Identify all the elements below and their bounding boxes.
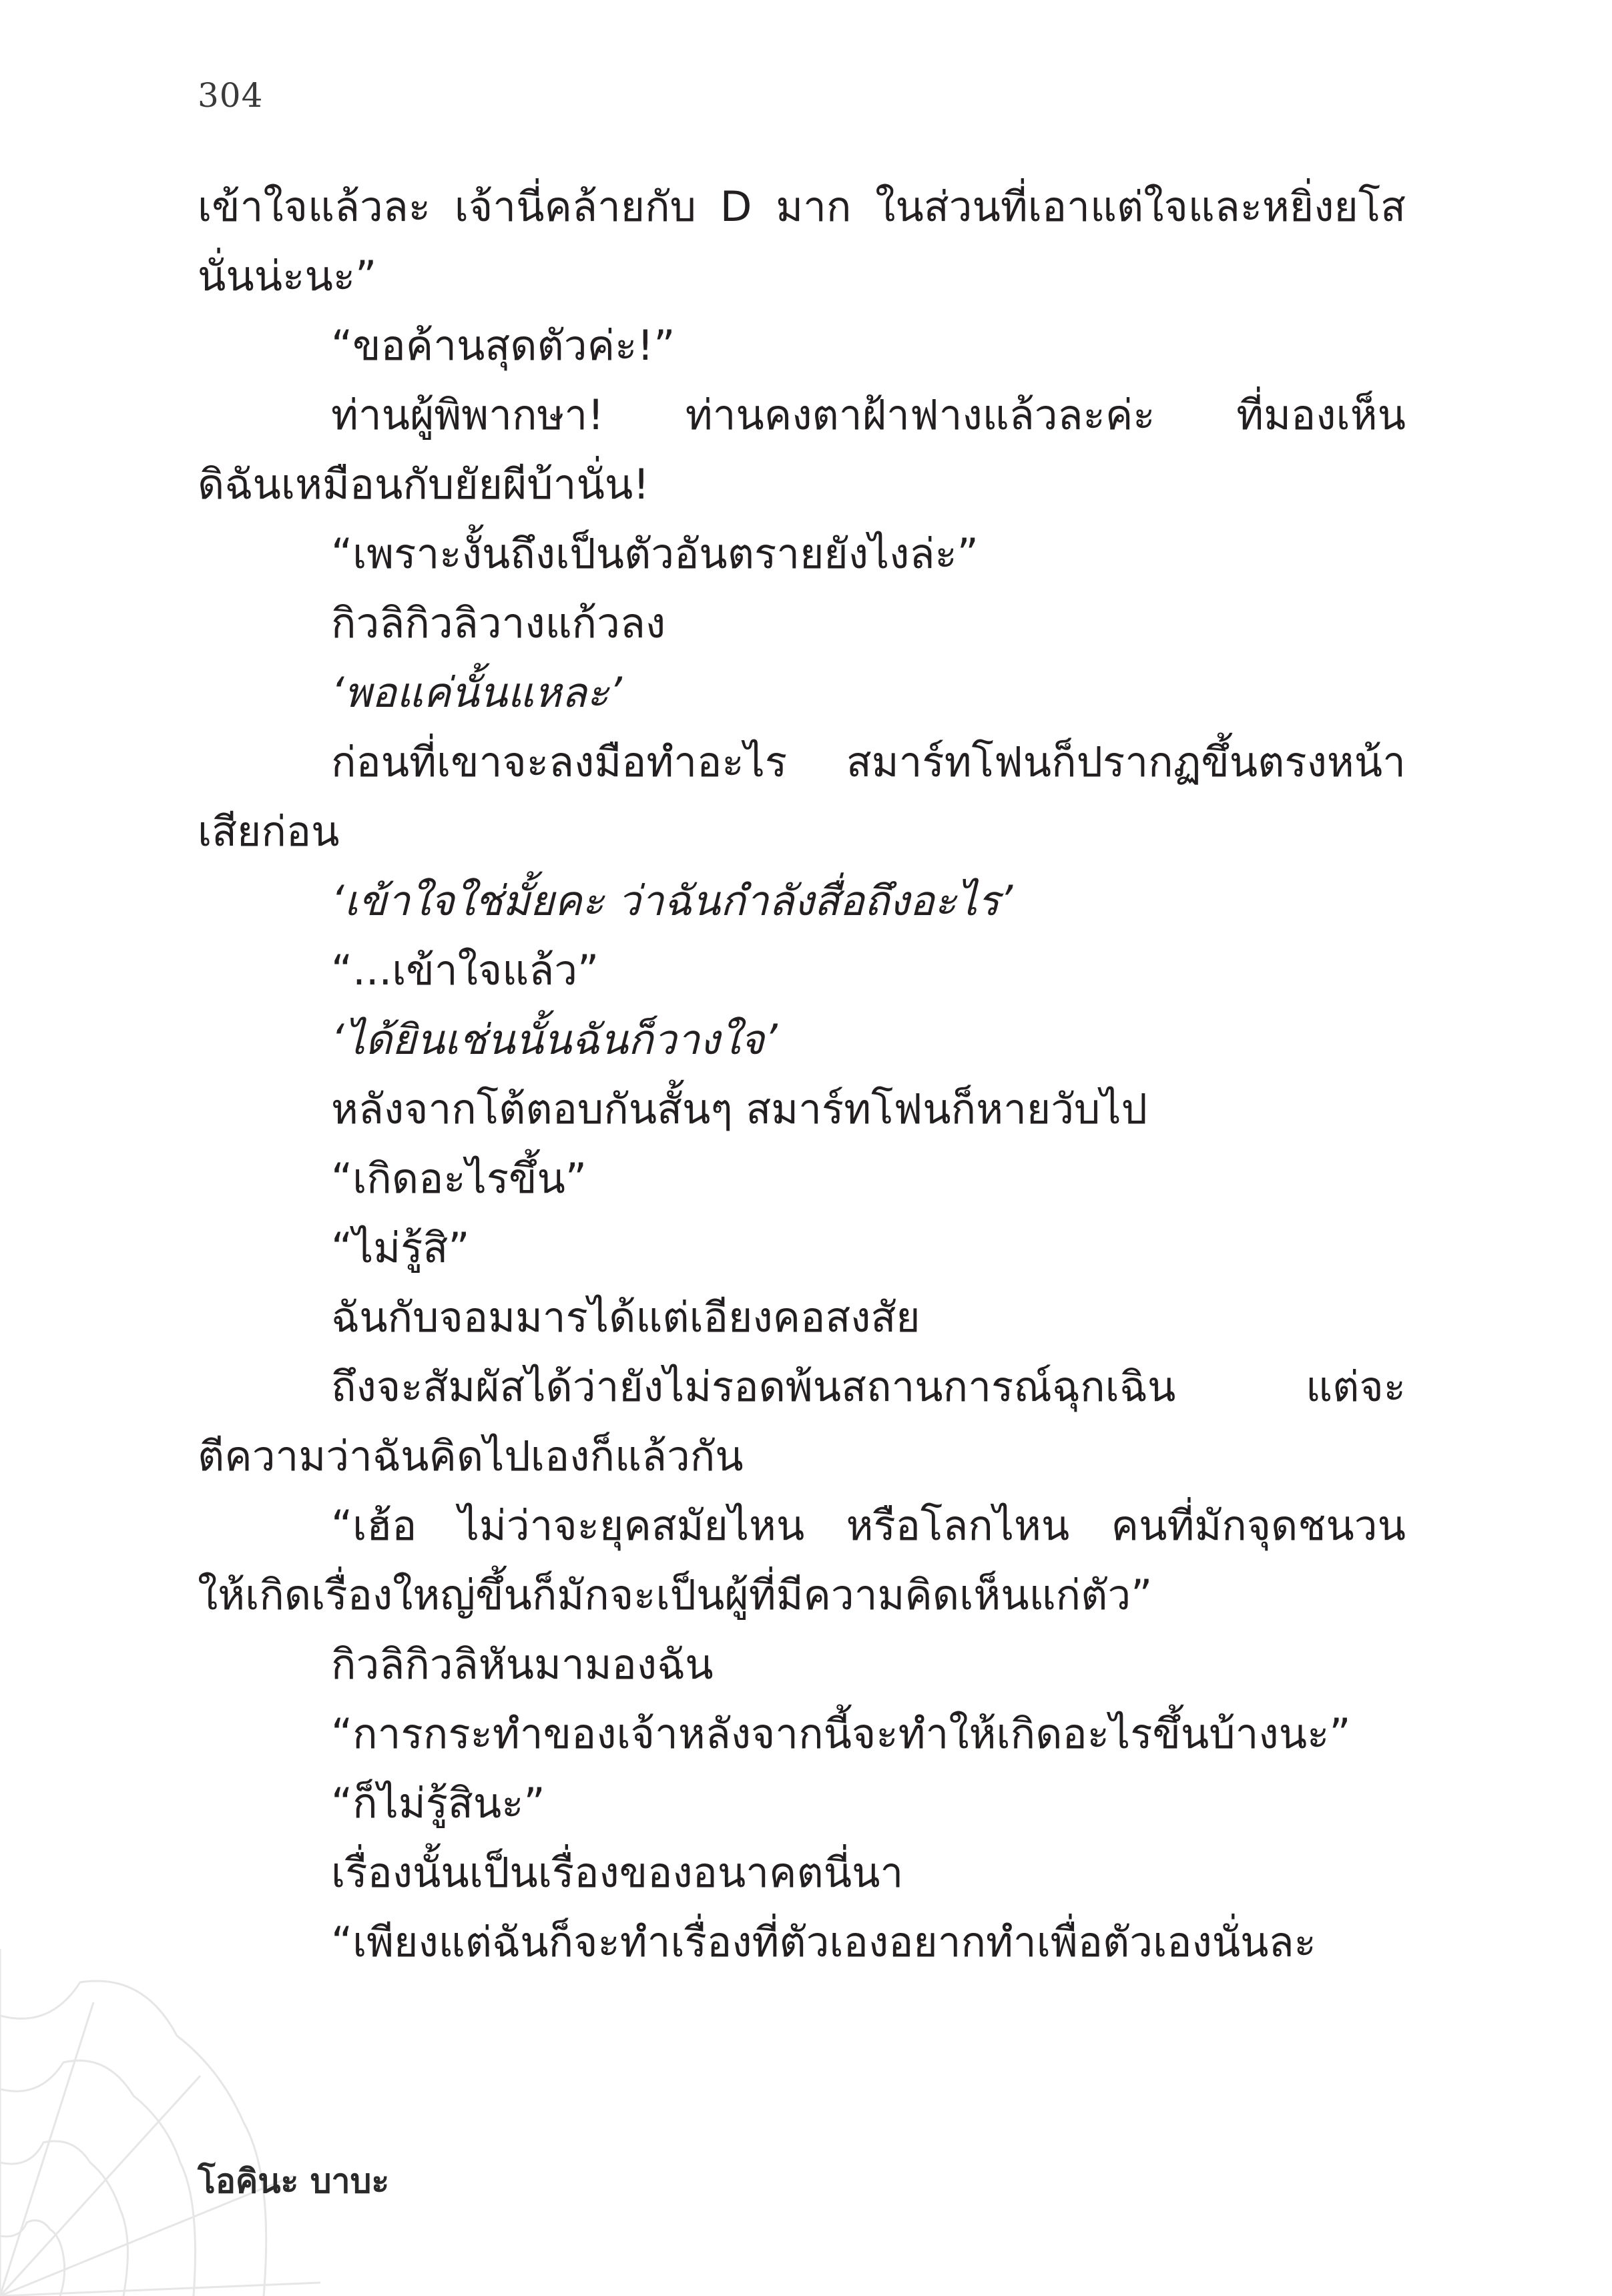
text-line: นั่นน่ะนะ” <box>198 252 377 300</box>
text-line: ‘ได้ยินเช่นนั้นฉันก็วางใจ’ <box>331 1015 778 1064</box>
text-line: ให้เกิดเรื่องใหญ่ขึ้นก็มักจะเป็นผู้ที่มีความคิดเห็นแก่ตัว” <box>198 1570 1153 1619</box>
book-title-footer: โอคินะ บาบะ <box>198 2162 390 2201</box>
text-line: ก่อนที่เขาจะลงมือทำอะไร สมาร์ทโฟนก็ปรากฏขึ้นตรงหน้า <box>331 738 1406 786</box>
body-text <box>198 172 1406 1977</box>
text-line: กิวลิกิวลิหันมามองฉัน <box>331 1640 714 1689</box>
text-line: เสียก่อน <box>198 807 340 856</box>
text-line: “เฮ้อ ไม่ว่าจะยุคสมัยไหน หรือโลกไหน คนที่มักจุดชนวน <box>331 1501 1406 1550</box>
spider-web-decoration <box>0 1922 320 2296</box>
text-line: เรื่องนั้นเป็นเรื่องของอนาคตนี่นา <box>331 1848 904 1897</box>
text-line: “ไม่รู้สิ” <box>331 1223 470 1272</box>
text-line: ถึงจะสัมผัสได้ว่ายังไม่รอดพ้นสถานการณ์ฉุกเฉิน แต่จะ <box>331 1362 1406 1411</box>
text-line: ฉันกับจอมมารได้แต่เอียงคอสงสัย <box>331 1293 920 1342</box>
text-line: ‘พอแค่นั้นแหละ’ <box>331 668 622 717</box>
text-line: ตีความว่าฉันคิดไปเองก็แล้วกัน <box>198 1432 744 1480</box>
text-line: หลังจากโต้ตอบกันสั้นๆ สมาร์ทโฟนก็หายวับไป <box>331 1085 1147 1133</box>
text-line: ดิฉันเหมือนกับยัยผีบ้านั่น! <box>198 460 650 509</box>
text-line: “เกิดอะไรขึ้น” <box>331 1154 587 1203</box>
text-line: “ขอค้านสุดตัวค่ะ!” <box>331 321 676 370</box>
text-line: “เพราะงั้นถึงเป็นตัวอันตรายยังไงล่ะ” <box>331 529 979 578</box>
text-line: “การกระทำของเจ้าหลังจากนี้จะทำให้เกิดอะไรขึ้นบ้างนะ” <box>331 1709 1351 1758</box>
text-line: กิวลิกิวลิวางแก้วลง <box>331 599 666 647</box>
text-line: ท่านผู้พิพากษา! ท่านคงตาฝ้าฟางแล้วละค่ะ ที่มองเห็น <box>331 390 1406 439</box>
text-line: “เพียงแต่ฉันก็จะทำเรื่องที่ตัวเองอยากทำเพื่อตัวเองนั่นละ <box>331 1918 1316 1966</box>
text-line: เข้าใจแล้วละ เจ้านี่คล้ายกับ D มาก ในส่วนที่เอาแต่ใจและหยิ่งยโส <box>198 182 1406 231</box>
text-line: “ก็ไม่รู้สินะ” <box>331 1779 545 1827</box>
page-number: 304 <box>198 76 264 115</box>
text-line: “...เข้าใจแล้ว” <box>331 946 599 994</box>
text-line: ‘เข้าใจใช่มั้ยคะ ว่าฉันกำลังสื่อถึงอะไร’ <box>331 876 1013 925</box>
